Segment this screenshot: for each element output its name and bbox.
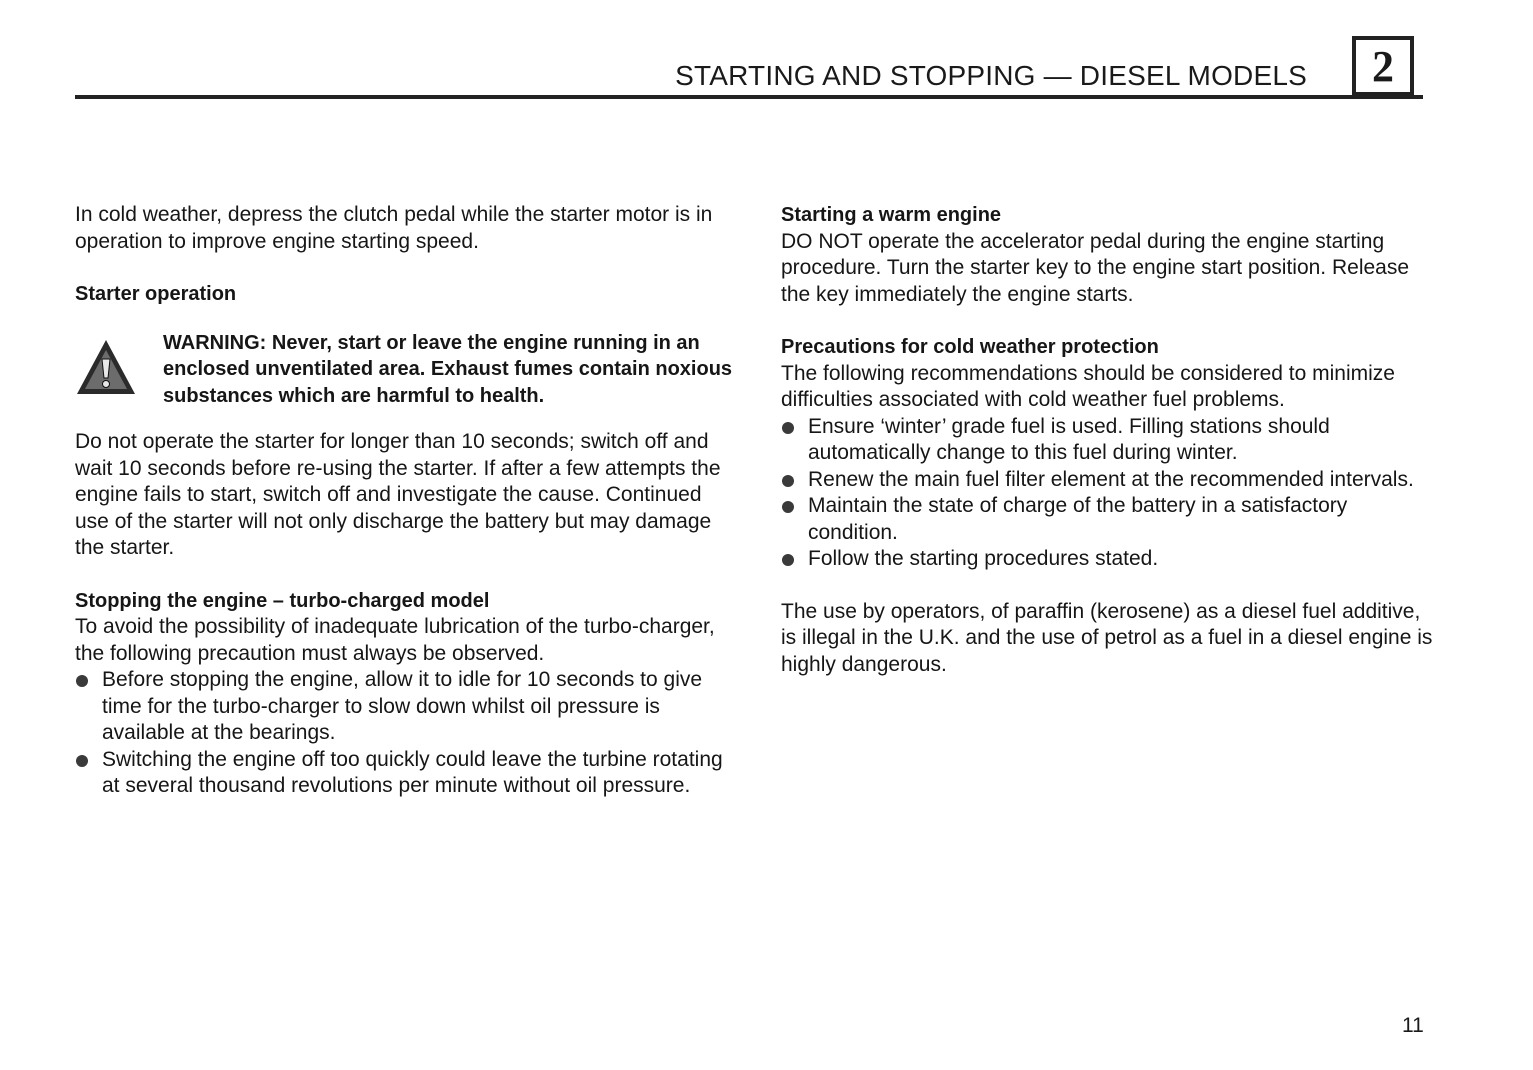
stopping-engine-heading: Stopping the engine – turbo-charged model [75, 589, 490, 612]
bullet-icon [782, 501, 794, 513]
list-item-text: Renew the main fuel filter element at the recommended intervals. [808, 467, 1414, 491]
list-item [781, 493, 1441, 546]
bullet-icon [782, 475, 794, 487]
right-column [781, 202, 1441, 678]
list-item [781, 414, 1441, 467]
list-item-text: Follow the starting procedures stated. [808, 547, 1159, 570]
bullet-icon [782, 422, 794, 434]
list-item [781, 546, 1441, 573]
page-title: STARTING AND STOPPING — DIESEL MODELS [675, 60, 1307, 91]
bullet-icon [76, 675, 88, 687]
list-item-text: Switching the engine off too quickly could leave the turbine rotating at several thousand revolutions per minute without oil pressure. [102, 747, 723, 797]
warm-engine-paragraph: DO NOT operate the accelerator pedal during the engine starting procedure. Turn the starter key to the engine start position. Release the key immediately the engine starts. [781, 229, 1410, 306]
intro-paragraph: In cold weather, depress the clutch pedal while the starter motor is in operation to improve engine starting speed. [75, 203, 713, 253]
cold-weather-bullet-list [781, 414, 1441, 573]
warm-engine-heading: Starting a warm engine [781, 204, 1002, 226]
list-item-text: Maintain the state of charge of the battery in a satisfactory condition. [808, 494, 1348, 544]
list-item-text: Ensure ‘winter’ grade fuel is used. Filling stations should automatically change to this fuel during winter. [808, 414, 1330, 464]
left-column [75, 202, 735, 800]
chapter-number-box: 2 [1352, 36, 1414, 96]
list-item [75, 667, 735, 747]
list-item [781, 467, 1441, 494]
bullet-icon [76, 755, 88, 767]
closing-paragraph: The use by operators, of paraffin (kerosene) as a diesel fuel additive, is illegal in the U.K. and the use of petrol as a fuel in a diesel engine is highly dangerous. [781, 599, 1433, 676]
stopping-paragraph: To avoid the possibility of inadequate lubrication of the turbo-charger, the following precaution must always be observed. [75, 615, 715, 665]
page-number: 11 [1402, 1014, 1424, 1037]
cold-weather-heading: Precautions for cold weather protection [781, 336, 1159, 358]
page-header [0, 0, 1533, 110]
warning-text: WARNING: Never, start or leave the engine running in an enclosed unventilated area. Exhaust fumes contain noxious substances which are harmful to health. [163, 331, 733, 407]
starter-operation-heading: Starter operation [75, 283, 237, 305]
list-item [75, 747, 735, 800]
warning-block [75, 330, 735, 410]
list-item-text: Before stopping the engine, allow it to idle for 10 seconds to give time for the turbo-charger to slow down whilst oil pressure is available at the bearings. [102, 668, 703, 744]
warning-triangle-icon [75, 330, 159, 401]
bullet-icon [782, 554, 794, 566]
header-rule [75, 95, 1423, 99]
starter-paragraph: Do not operate the starter for longer than 10 seconds; switch off and wait 10 seconds before re-using the starter. If after a few attempts the engine fails to start, switch off and investigate the cause. Continued use of the starter will not only discharge the battery but may damage the starter. [75, 430, 721, 559]
stopping-bullet-list [75, 667, 735, 800]
cold-weather-paragraph: The following recommendations should be considered to minimize difficulties associated with cold weather fuel problems. [781, 361, 1395, 411]
